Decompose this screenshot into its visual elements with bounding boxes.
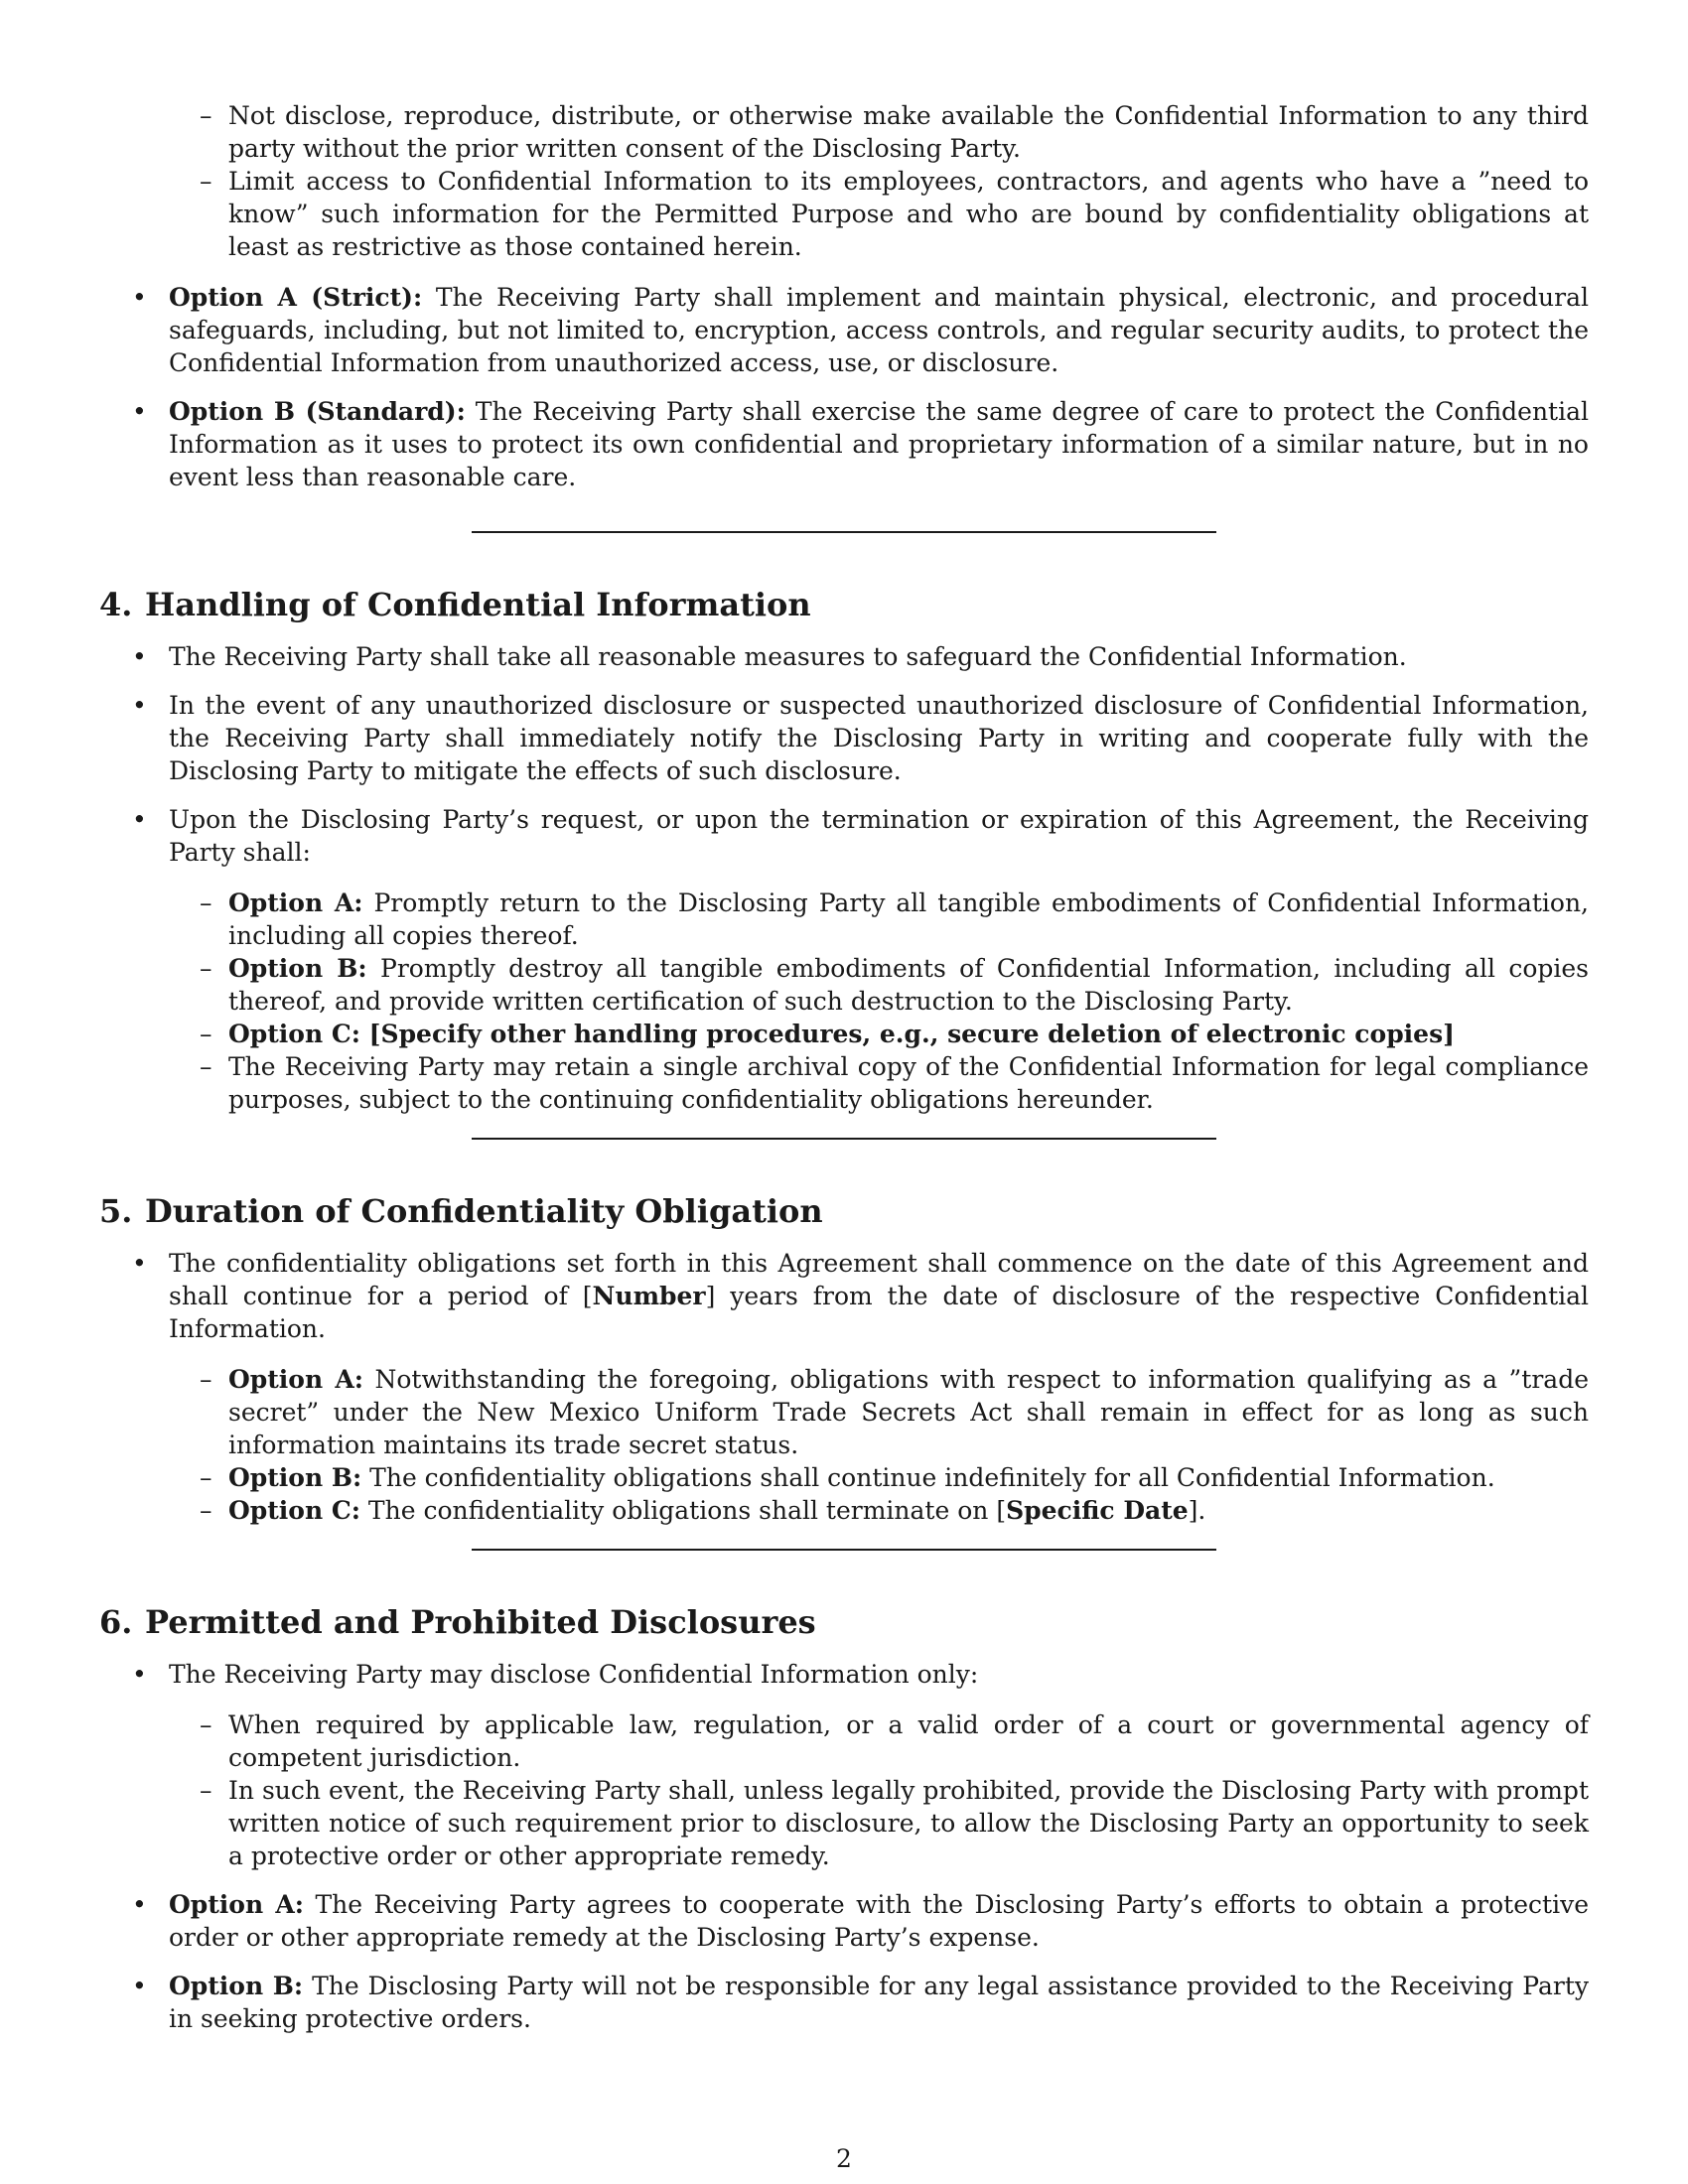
continued-sub-list [169, 99, 1589, 263]
text-segment: ] years from the date of disclosure of the respective Confidential Information. [169, 1282, 1590, 1343]
list-item [169, 1050, 1589, 1116]
list-item [99, 281, 1589, 379]
option-label: Option A: [169, 1890, 304, 1919]
sub-list [169, 887, 1589, 1116]
placeholder-field: Number [592, 1282, 706, 1310]
bullet-marker: • [132, 691, 147, 720]
dash-marker: – [200, 1052, 212, 1081]
dash-marker: – [200, 888, 212, 917]
list-item [169, 1774, 1589, 1872]
dash-marker: – [200, 1463, 212, 1492]
section-heading [99, 1602, 1589, 1642]
dash-marker: – [200, 1776, 212, 1805]
option-text: The confidentiality obligations shall continue indefinitely for all Confidential Information. [361, 1463, 1495, 1492]
option-text: The Receiving Party may retain a single archival copy of the Confidential Information for legal compliance purposes, subject to the continuing confidentiality obligations hereunder. [228, 1052, 1589, 1114]
option-label: Option B: [169, 1972, 304, 2000]
option-text: The Disclosing Party will not be responsible for any legal assistance provided to the Receiving Party in seeking protective orders. [169, 1972, 1589, 2033]
bullet-marker: • [132, 1249, 147, 1278]
list-item [169, 1363, 1589, 1461]
section-number: 5. [99, 1192, 133, 1230]
option-text: Promptly destroy all tangible embodiments of Confidential Information, including all copies thereof, and provide written certification of such destruction to the Disclosing Party. [228, 954, 1589, 1016]
section-title: Handling of Confidential Information [145, 586, 811, 623]
section-number: 4. [99, 586, 133, 623]
sub-list [169, 1363, 1589, 1527]
bullet-marker: • [132, 397, 147, 426]
list-item [169, 1494, 1589, 1527]
list-item [99, 689, 1589, 787]
dash-marker: – [200, 1710, 212, 1739]
option-label: Option B: [228, 1463, 362, 1492]
sub-list [169, 1708, 1589, 1872]
option-label: Option C: [228, 1496, 360, 1525]
dash-marker: – [200, 167, 212, 196]
dash-marker: – [200, 101, 212, 130]
list-item [99, 1247, 1589, 1527]
section-number: 6. [99, 1603, 133, 1641]
list-item-text: The Receiving Party shall take all reasonable measures to safeguard the Confidential Information. [169, 642, 1407, 671]
list-item [99, 1658, 1589, 1872]
list-item [99, 1888, 1589, 1954]
list-item [169, 1018, 1589, 1050]
placeholder-field: Specific Date [1006, 1496, 1189, 1525]
list-item [169, 165, 1589, 263]
document-page [99, 99, 1589, 2051]
option-label: Option C: [Specify other handling procedures, e.g., secure deletion of electronic copies] [228, 1020, 1455, 1048]
list-item [169, 99, 1589, 165]
section-title: Permitted and Prohibited Disclosures [145, 1603, 816, 1641]
section-4-list [99, 640, 1589, 1116]
bullet-marker: • [132, 1660, 147, 1689]
section-divider [472, 1138, 1216, 1140]
list-item [99, 640, 1589, 673]
option-text: The Receiving Party shall exercise the same degree of care to protect the Confidential Information as it uses to protect its own confidential and proprietary information of a similar nature, but in no event less than reasonable care. [169, 397, 1589, 491]
section-6-list [99, 1658, 1589, 2035]
list-item-text: Limit access to Confidential Information to its employees, contractors, and agents who have a ”need to know” such information for the Permitted Purpose and who are bound by confidentiality obligations at least as restrictive as those contained herein. [228, 167, 1589, 261]
list-item-text: Upon the Disclosing Party’s request, or upon the termination or expiration of this Agreement, the Receiving Party shall: [169, 805, 1589, 867]
bullet-marker: • [132, 1890, 147, 1919]
dash-marker: – [200, 1365, 212, 1394]
section-5-list [99, 1247, 1589, 1527]
bullet-marker: • [132, 283, 147, 312]
list-item [99, 803, 1589, 1116]
bullet-marker: • [132, 805, 147, 834]
option-label: Option B: [228, 954, 367, 983]
dash-marker: – [200, 1020, 212, 1048]
list-item-text: Not disclose, reproduce, distribute, or otherwise make available the Confidential Information to any third party without the prior written consent of the Disclosing Party. [228, 101, 1589, 163]
section-divider [472, 1549, 1216, 1551]
text-segment: The confidentiality obligations shall terminate on [ [359, 1496, 1007, 1525]
list-item [99, 395, 1589, 493]
list-item [169, 1461, 1589, 1494]
list-item-text: The Receiving Party may disclose Confidential Information only: [169, 1660, 979, 1689]
list-item-text: In the event of any unauthorized disclosure or suspected unauthorized disclosure of Confidential Information, the Receiving Party shall immediately notify the Disclosing Party in writing and cooperate fully with the Disclosing Party to mitigate the effects of such disclosure. [169, 691, 1589, 785]
list-item [169, 887, 1589, 952]
text-segment: The confidentiality obligations set forth in this Agreement shall commence on the date of this Agreement and shall continue for a period of [ [169, 1249, 1589, 1310]
bullet-marker: • [132, 642, 147, 671]
section-title: Duration of Confidentiality Obligation [145, 1192, 823, 1230]
safeguard-options-list [99, 281, 1589, 493]
bullet-marker: • [132, 1972, 147, 2000]
option-label: Option A: [228, 1365, 364, 1394]
list-item [169, 952, 1589, 1018]
page-number: 2 [836, 2144, 852, 2173]
option-text: Promptly return to the Disclosing Party all tangible embodiments of Confidential Information, including all copies thereof. [228, 888, 1590, 950]
option-text: The Receiving Party agrees to cooperate with the Disclosing Party’s efforts to obtain a protective order or other appropriate remedy at the Disclosing Party’s expense. [169, 1890, 1589, 1952]
option-text: Notwithstanding the foregoing, obligations with respect to information qualifying as a ”trade secret” under the New Mexico Uniform Trade Secrets Act shall remain in effect for as long as such information maintains its trade secret status. [228, 1365, 1590, 1459]
list-item [169, 1708, 1589, 1774]
section-heading [99, 1191, 1589, 1231]
option-label: Option A (Strict): [169, 283, 423, 312]
section-divider [472, 531, 1216, 533]
section-heading [99, 585, 1589, 624]
list-item [99, 1970, 1589, 2035]
dash-marker: – [200, 954, 212, 983]
dash-marker: – [200, 1496, 212, 1525]
option-label: Option B (Standard): [169, 397, 466, 426]
list-item-text: When required by applicable law, regulation, or a valid order of a court or governmental agency of competent jurisdiction. [228, 1710, 1589, 1772]
option-label: Option A: [228, 888, 363, 917]
option-text: The Receiving Party shall implement and maintain physical, electronic, and procedural safeguards, including, but not limited to, encryption, access controls, and regular security audits, to protect the Confidential Information from unauthorized access, use, or disclosure. [169, 283, 1589, 377]
list-item-text: In such event, the Receiving Party shall, unless legally prohibited, provide the Disclosing Party with prompt written notice of such requirement prior to disclosure, to allow the Disclosing Party an opportunity to seek a protective order or other appropriate remedy. [228, 1776, 1589, 1870]
text-segment: ]. [1188, 1496, 1206, 1525]
